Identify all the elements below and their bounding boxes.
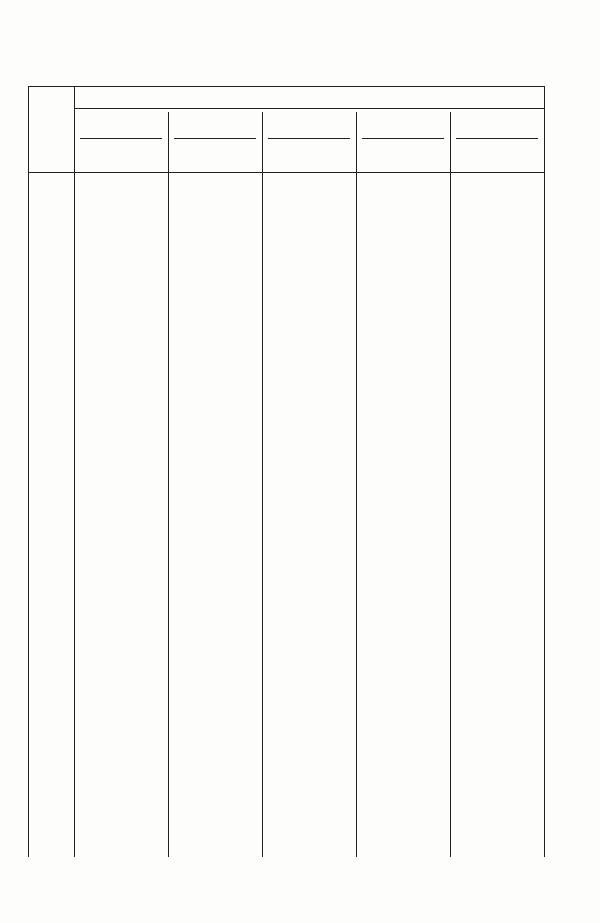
table-top-rule bbox=[28, 86, 545, 87]
group-rule bbox=[268, 138, 350, 139]
table-right-border bbox=[544, 86, 545, 857]
group-rule bbox=[174, 138, 256, 139]
group-divider bbox=[168, 112, 169, 857]
group-divider bbox=[450, 112, 451, 857]
t-column-divider bbox=[74, 86, 75, 857]
group-divider bbox=[262, 112, 263, 857]
group-rule bbox=[80, 138, 162, 139]
group-rule bbox=[362, 138, 444, 139]
header-bottom-rule bbox=[28, 172, 545, 173]
m-header-rule bbox=[74, 108, 545, 109]
table-left-border bbox=[28, 86, 29, 857]
group-rule bbox=[456, 138, 538, 139]
group-divider bbox=[356, 112, 357, 857]
